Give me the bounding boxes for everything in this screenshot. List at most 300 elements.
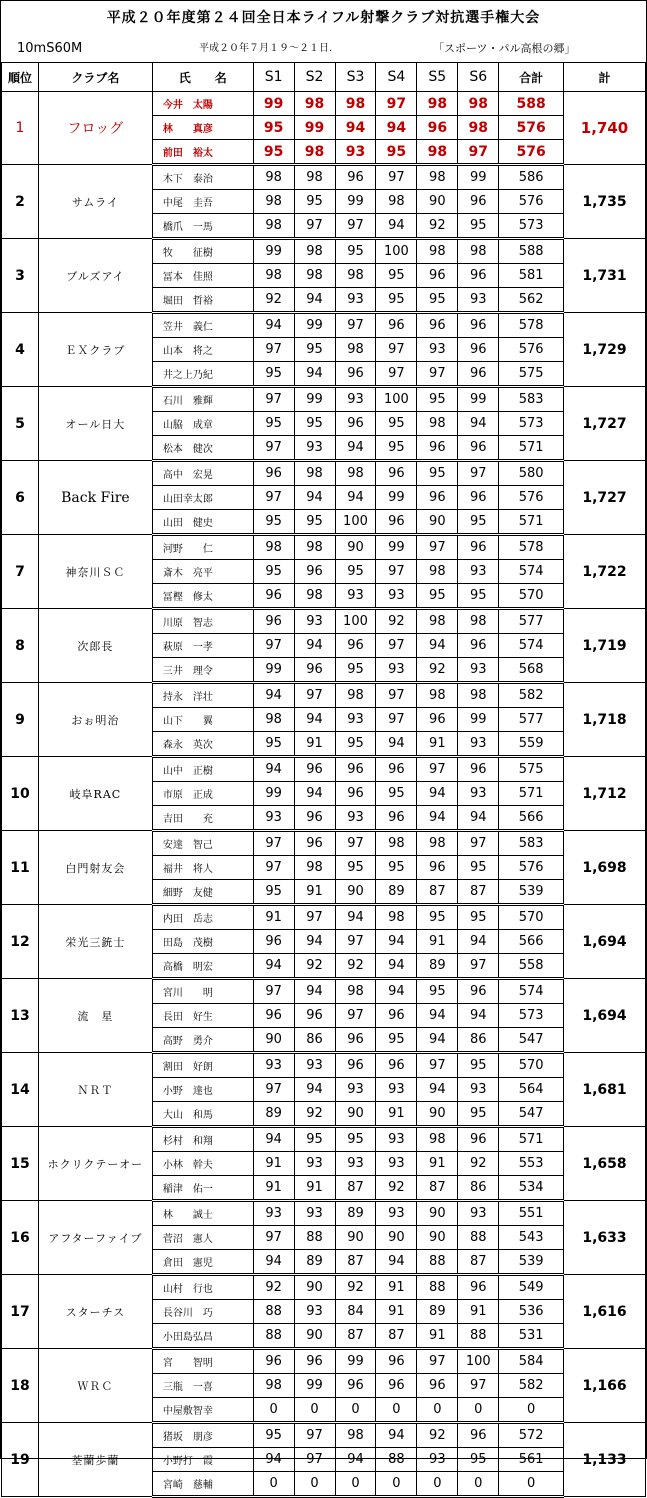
score-s4: 94 (376, 1423, 417, 1448)
score-s1: 95 (253, 510, 294, 535)
shooter-sum: 575 (499, 757, 564, 782)
results-body (2, 92, 646, 1497)
score-s2: 99 (294, 387, 335, 412)
team-rank: 15 (2, 1127, 39, 1201)
score-s2: 94 (294, 288, 335, 313)
score-s4: 92 (376, 609, 417, 634)
score-s6: 96 (458, 338, 499, 362)
team-rank: 2 (2, 165, 39, 239)
shooter-name: 長田 好生 (152, 1004, 253, 1028)
score-s3: 97 (335, 214, 376, 239)
score-s5: 96 (417, 708, 458, 732)
score-s1: 95 (253, 1423, 294, 1448)
score-s5: 87 (417, 1176, 458, 1201)
team-club-name: 次郎長 (38, 609, 152, 683)
shooter-name: 吉田 充 (152, 806, 253, 831)
shooter-sum: 566 (499, 806, 564, 831)
score-s3: 96 (335, 412, 376, 436)
score-s6: 96 (458, 362, 499, 387)
score-s5: 95 (417, 461, 458, 486)
shooter-sum: 581 (499, 264, 564, 288)
score-s4: 96 (376, 1349, 417, 1374)
shooter-name: 長谷川 巧 (152, 1300, 253, 1324)
team-club-name: おぉ明治 (38, 683, 152, 757)
score-s5: 94 (417, 634, 458, 658)
shooter-name: 井之上乃紀 (152, 362, 253, 387)
shooter-name: 三井 理令 (152, 658, 253, 683)
score-s6: 96 (458, 190, 499, 214)
shooter-sum: 559 (499, 732, 564, 757)
score-s1: 97 (253, 1226, 294, 1250)
score-s2: 93 (294, 1152, 335, 1176)
score-s6: 98 (458, 116, 499, 140)
score-s4: 97 (376, 683, 417, 708)
table-row (2, 757, 646, 782)
team-club-name: 栄光三銃士 (38, 905, 152, 979)
table-row (2, 683, 646, 708)
shooter-sum: 584 (499, 1349, 564, 1374)
score-s4: 93 (376, 1127, 417, 1152)
score-s5: 91 (417, 732, 458, 757)
score-s6: 0 (458, 1472, 499, 1497)
score-s3: 96 (335, 634, 376, 658)
shooter-sum: 539 (499, 880, 564, 905)
score-s6: 96 (458, 486, 499, 510)
header-s5: S5 (417, 63, 458, 92)
score-s2: 96 (294, 757, 335, 782)
score-s1: 93 (253, 1201, 294, 1226)
score-s6: 100 (458, 1349, 499, 1374)
shooter-sum: 0 (499, 1472, 564, 1497)
score-s6: 96 (458, 634, 499, 658)
score-s5: 94 (417, 1028, 458, 1053)
shooter-name: 安達 智己 (152, 831, 253, 856)
score-s2: 93 (294, 436, 335, 461)
score-s6: 93 (458, 288, 499, 313)
score-s3: 98 (335, 979, 376, 1004)
score-s4: 95 (376, 856, 417, 880)
score-s6: 95 (458, 510, 499, 535)
table-row (2, 313, 646, 338)
score-s2: 95 (294, 510, 335, 535)
score-s3: 95 (335, 732, 376, 757)
team-total: 1,712 (564, 757, 646, 831)
shooter-name: 笠井 義仁 (152, 313, 253, 338)
header-s2: S2 (294, 63, 335, 92)
shooter-sum: 561 (499, 1448, 564, 1472)
table-row (2, 831, 646, 856)
score-s1: 96 (253, 1004, 294, 1028)
score-s1: 88 (253, 1324, 294, 1349)
score-s2: 97 (294, 1448, 335, 1472)
shooter-sum: 573 (499, 412, 564, 436)
score-s4: 96 (376, 806, 417, 831)
shooter-sum: 543 (499, 1226, 564, 1250)
score-s6: 95 (458, 856, 499, 880)
shooter-name: 猪坂 朋彦 (152, 1423, 253, 1448)
score-s4: 94 (376, 979, 417, 1004)
shooter-name: 山下 翼 (152, 708, 253, 732)
table-row (2, 979, 646, 1004)
team-total: 1,694 (564, 905, 646, 979)
score-s3: 96 (335, 1374, 376, 1398)
score-s1: 99 (253, 239, 294, 264)
shooter-name: 木下 泰治 (152, 165, 253, 190)
score-s2: 96 (294, 1349, 335, 1374)
shooter-name: 山本 将之 (152, 338, 253, 362)
shooter-name: 稲津 佑一 (152, 1176, 253, 1201)
team-club-name: オール日大 (38, 387, 152, 461)
shooter-sum: 549 (499, 1275, 564, 1300)
shooter-sum: 531 (499, 1324, 564, 1349)
shooter-sum: 551 (499, 1201, 564, 1226)
score-s5: 96 (417, 856, 458, 880)
score-s5: 88 (417, 1250, 458, 1275)
score-s2: 98 (294, 140, 335, 165)
score-s3: 96 (335, 165, 376, 190)
score-s6: 95 (458, 1448, 499, 1472)
score-s3: 93 (335, 806, 376, 831)
score-s5: 90 (417, 190, 458, 214)
score-s6: 94 (458, 1004, 499, 1028)
score-s3: 93 (335, 288, 376, 313)
score-s5: 90 (417, 1102, 458, 1127)
score-s5: 90 (417, 1226, 458, 1250)
score-s3: 92 (335, 1275, 376, 1300)
score-s5: 98 (417, 140, 458, 165)
shooter-sum: 574 (499, 634, 564, 658)
shooter-sum: 571 (499, 436, 564, 461)
shooter-name: 小林 幹夫 (152, 1152, 253, 1176)
score-s4: 95 (376, 412, 417, 436)
score-s5: 97 (417, 362, 458, 387)
score-s2: 98 (294, 239, 335, 264)
team-club-name: 神奈川ＳＣ (38, 535, 152, 609)
score-s3: 98 (335, 92, 376, 116)
score-s2: 97 (294, 905, 335, 930)
shooter-name: 宮崎 慈輔 (152, 1472, 253, 1497)
score-s4: 94 (376, 732, 417, 757)
score-s3: 92 (335, 954, 376, 979)
team-club-name: アフターファイブ (38, 1201, 152, 1275)
score-s1: 97 (253, 979, 294, 1004)
shooter-sum: 0 (499, 1398, 564, 1423)
score-s3: 90 (335, 880, 376, 905)
team-club-name: サムライ (38, 165, 152, 239)
score-s2: 91 (294, 732, 335, 757)
score-s2: 95 (294, 190, 335, 214)
score-s6: 88 (458, 1226, 499, 1250)
team-club-name: 流 星 (38, 979, 152, 1053)
score-s2: 95 (294, 1127, 335, 1152)
score-s5: 90 (417, 510, 458, 535)
shooter-name: 前田 裕太 (152, 140, 253, 165)
score-s6: 96 (458, 757, 499, 782)
score-s3: 84 (335, 1300, 376, 1324)
score-s1: 90 (253, 1028, 294, 1053)
score-s2: 94 (294, 362, 335, 387)
team-rank: 6 (2, 461, 39, 535)
shooter-sum: 571 (499, 510, 564, 535)
score-s1: 94 (253, 1250, 294, 1275)
team-rank: 3 (2, 239, 39, 313)
score-s2: 98 (294, 165, 335, 190)
score-s1: 97 (253, 338, 294, 362)
shooter-name: 高野 勇介 (152, 1028, 253, 1053)
shooter-name: 持永 洋壮 (152, 683, 253, 708)
score-s6: 96 (458, 979, 499, 1004)
score-s1: 93 (253, 806, 294, 831)
team-club-name: 白門射友会 (38, 831, 152, 905)
team-club-name: 荃蘭歩蘭 (38, 1423, 152, 1497)
score-s3: 93 (335, 584, 376, 609)
score-s2: 98 (294, 264, 335, 288)
shooter-sum: 576 (499, 338, 564, 362)
team-rank: 8 (2, 609, 39, 683)
shooter-name: 菅沼 憲人 (152, 1226, 253, 1250)
score-s1: 88 (253, 1300, 294, 1324)
score-s6: 96 (458, 1127, 499, 1152)
score-s6: 93 (458, 1201, 499, 1226)
score-s1: 97 (253, 387, 294, 412)
header-s1: S1 (253, 63, 294, 92)
score-s3: 94 (335, 1448, 376, 1472)
shooter-name: 割田 好朗 (152, 1053, 253, 1078)
score-s5: 97 (417, 757, 458, 782)
score-s4: 94 (376, 214, 417, 239)
score-s5: 91 (417, 1152, 458, 1176)
shooter-sum: 572 (499, 1423, 564, 1448)
score-s6: 93 (458, 658, 499, 683)
table-row (2, 905, 646, 930)
score-s2: 94 (294, 782, 335, 806)
score-s4: 93 (376, 1078, 417, 1102)
table-row (2, 1275, 646, 1300)
score-s6: 86 (458, 1176, 499, 1201)
score-s1: 95 (253, 140, 294, 165)
score-s5: 92 (417, 1423, 458, 1448)
score-s2: 90 (294, 1324, 335, 1349)
score-s4: 0 (376, 1398, 417, 1423)
score-s4: 98 (376, 905, 417, 930)
score-s4: 100 (376, 239, 417, 264)
score-s2: 93 (294, 1201, 335, 1226)
shooter-sum: 562 (499, 288, 564, 313)
score-s5: 95 (417, 905, 458, 930)
table-row (2, 1423, 646, 1448)
score-s3: 0 (335, 1398, 376, 1423)
shooter-name: 倉田 憲児 (152, 1250, 253, 1275)
score-s3: 93 (335, 708, 376, 732)
team-rank: 16 (2, 1201, 39, 1275)
score-s4: 99 (376, 535, 417, 560)
shooter-sum: 576 (499, 486, 564, 510)
shooter-sum: 580 (499, 461, 564, 486)
team-total: 1,735 (564, 165, 646, 239)
shooter-sum: 575 (499, 362, 564, 387)
score-s2: 94 (294, 979, 335, 1004)
team-total: 1,658 (564, 1127, 646, 1201)
score-s1: 95 (253, 362, 294, 387)
score-s6: 88 (458, 1324, 499, 1349)
score-s1: 97 (253, 486, 294, 510)
shooter-name: 山田幸太郎 (152, 486, 253, 510)
score-s1: 0 (253, 1472, 294, 1497)
score-s5: 94 (417, 1004, 458, 1028)
score-s6: 99 (458, 708, 499, 732)
score-s3: 97 (335, 1004, 376, 1028)
table-row (2, 1053, 646, 1078)
table-row (2, 1201, 646, 1226)
score-s5: 94 (417, 806, 458, 831)
score-s5: 90 (417, 1201, 458, 1226)
score-s3: 98 (335, 683, 376, 708)
team-club-name: Back Fire (38, 461, 152, 535)
score-s3: 95 (335, 560, 376, 584)
shooter-name: 林 誠士 (152, 1201, 253, 1226)
score-s1: 98 (253, 264, 294, 288)
score-s3: 100 (335, 609, 376, 634)
score-s4: 0 (376, 1472, 417, 1497)
score-s2: 96 (294, 806, 335, 831)
header-sum: 合計 (499, 63, 564, 92)
score-s3: 96 (335, 362, 376, 387)
score-s5: 95 (417, 387, 458, 412)
score-s4: 95 (376, 436, 417, 461)
team-total: 1,698 (564, 831, 646, 905)
team-rank: 19 (2, 1423, 39, 1497)
shooter-name: 森永 英次 (152, 732, 253, 757)
score-s5: 96 (417, 264, 458, 288)
team-total: 1,694 (564, 979, 646, 1053)
shooter-sum: 570 (499, 1053, 564, 1078)
score-s6: 95 (458, 905, 499, 930)
score-s3: 93 (335, 1152, 376, 1176)
score-s5: 89 (417, 954, 458, 979)
score-s1: 94 (253, 1127, 294, 1152)
score-s3: 97 (335, 831, 376, 856)
score-s6: 93 (458, 782, 499, 806)
shooter-name: 今井 太陽 (152, 92, 253, 116)
score-s2: 99 (294, 1374, 335, 1398)
shooter-sum: 539 (499, 1250, 564, 1275)
score-s4: 95 (376, 288, 417, 313)
header-row (2, 63, 646, 92)
score-s5: 93 (417, 1448, 458, 1472)
score-s4: 97 (376, 338, 417, 362)
score-s4: 100 (376, 387, 417, 412)
team-club-name: 岐阜RAC (38, 757, 152, 831)
score-s6: 97 (458, 954, 499, 979)
score-s6: 93 (458, 1078, 499, 1102)
score-s5: 0 (417, 1398, 458, 1423)
score-s4: 89 (376, 880, 417, 905)
score-s6: 95 (458, 214, 499, 239)
score-s6: 96 (458, 1275, 499, 1300)
team-total: 1,722 (564, 535, 646, 609)
table-row (2, 461, 646, 486)
score-s5: 96 (417, 436, 458, 461)
score-s3: 99 (335, 190, 376, 214)
shooter-name: 山中 正樹 (152, 757, 253, 782)
score-s5: 95 (417, 979, 458, 1004)
score-s3: 96 (335, 757, 376, 782)
score-s3: 0 (335, 1472, 376, 1497)
shooter-name: 斎木 亮平 (152, 560, 253, 584)
score-s6: 98 (458, 609, 499, 634)
score-s2: 94 (294, 930, 335, 954)
score-s6: 0 (458, 1398, 499, 1423)
score-s2: 0 (294, 1398, 335, 1423)
score-s4: 97 (376, 165, 417, 190)
score-s1: 95 (253, 732, 294, 757)
team-total: 1,729 (564, 313, 646, 387)
score-s4: 97 (376, 362, 417, 387)
shooter-sum: 547 (499, 1028, 564, 1053)
score-s5: 89 (417, 1300, 458, 1324)
shooter-name: 山田 健史 (152, 510, 253, 535)
team-rank: 13 (2, 979, 39, 1053)
score-s4: 97 (376, 634, 417, 658)
score-s2: 99 (294, 116, 335, 140)
shooter-sum: 578 (499, 535, 564, 560)
score-s1: 98 (253, 535, 294, 560)
score-s4: 94 (376, 930, 417, 954)
score-s3: 98 (335, 461, 376, 486)
score-s4: 91 (376, 1300, 417, 1324)
score-s3: 93 (335, 387, 376, 412)
score-s5: 88 (417, 1275, 458, 1300)
header-name: 氏 名 (152, 63, 253, 92)
score-s1: 99 (253, 658, 294, 683)
score-s4: 96 (376, 1004, 417, 1028)
score-s5: 98 (417, 683, 458, 708)
score-s4: 96 (376, 461, 417, 486)
score-s1: 96 (253, 1349, 294, 1374)
shooter-sum: 571 (499, 1127, 564, 1152)
team-total: 1,731 (564, 239, 646, 313)
score-s2: 93 (294, 1053, 335, 1078)
score-s3: 94 (335, 905, 376, 930)
score-s1: 99 (253, 92, 294, 116)
shooter-name: 萩原 一孝 (152, 634, 253, 658)
team-rank: 11 (2, 831, 39, 905)
score-s3: 93 (335, 140, 376, 165)
score-s6: 94 (458, 806, 499, 831)
score-s4: 93 (376, 1152, 417, 1176)
score-s4: 92 (376, 1176, 417, 1201)
event-date: 平成２０年７月１９～２１日. (199, 43, 333, 54)
team-club-name: フロッグ (38, 92, 152, 165)
shooter-sum: 570 (499, 584, 564, 609)
score-s2: 97 (294, 1423, 335, 1448)
score-s6: 91 (458, 1300, 499, 1324)
table-row (2, 239, 646, 264)
score-s3: 97 (335, 313, 376, 338)
score-s5: 98 (417, 92, 458, 116)
score-s3: 87 (335, 1250, 376, 1275)
score-s2: 93 (294, 609, 335, 634)
shooter-sum: 582 (499, 1374, 564, 1398)
score-s5: 95 (417, 584, 458, 609)
score-s2: 0 (294, 1472, 335, 1497)
header-s6: S6 (458, 63, 499, 92)
event-label: 10mS60M (17, 41, 83, 56)
shooter-name: 市原 正成 (152, 782, 253, 806)
score-s4: 94 (376, 116, 417, 140)
score-s2: 96 (294, 1004, 335, 1028)
shooter-sum: 583 (499, 387, 564, 412)
